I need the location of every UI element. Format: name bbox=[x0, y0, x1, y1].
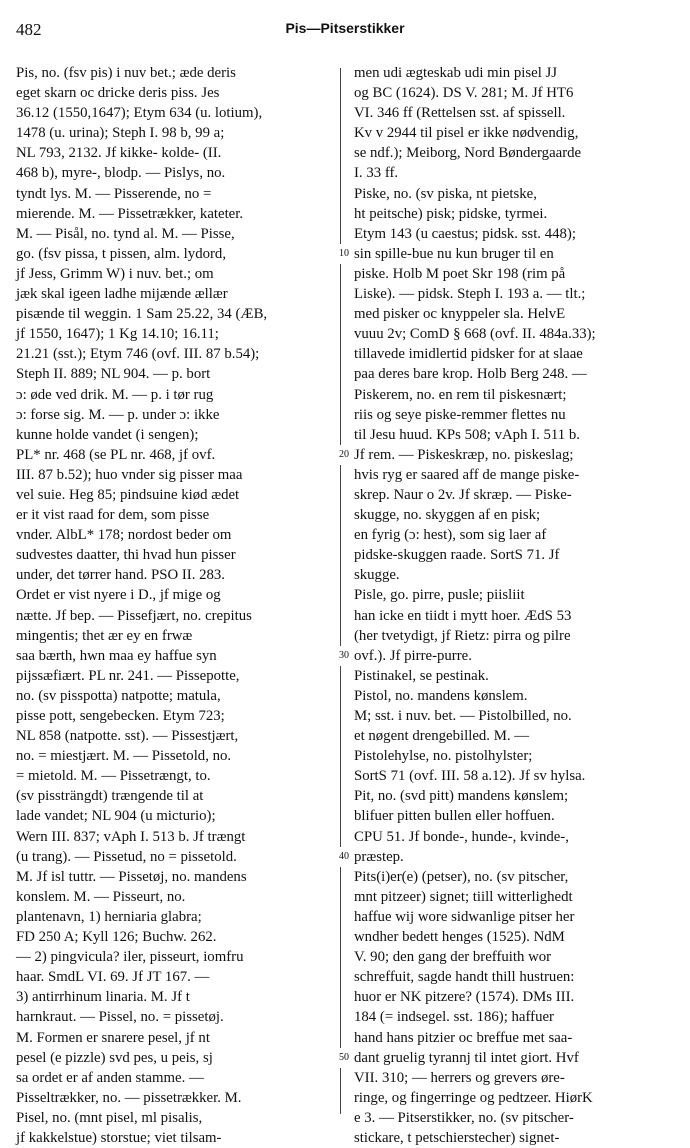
text-line: 21.21 (sst.); Etym 746 (ovf. III. 87 b.54); bbox=[16, 346, 260, 363]
text-line: SortS 71 (ovf. III. 58 a.12). Jf sv hylsa. bbox=[354, 768, 586, 785]
text-line: pesel (e pizzle) svd pes, u peis, sj bbox=[16, 1049, 213, 1066]
text-line: V. 90; den gang der breffuith wor bbox=[354, 949, 552, 966]
text-line: wndher bedett henges (1525). NdM bbox=[354, 929, 565, 946]
text-line: M. Jf isl tuttr. — Pissetøj, no. mandens bbox=[16, 868, 247, 885]
text-line: men udi ægteskab udi min pisel JJ bbox=[354, 65, 558, 81]
text-line: piske. Holb M poet Skr 198 (rim på bbox=[354, 265, 566, 282]
text-line: Pistolehylse, no. pistolhylster; bbox=[354, 748, 533, 765]
text-line: = mietold. M. — Pissetrængt, to. bbox=[16, 768, 211, 785]
text-line: Pisseltrækker, no. — pissetrækker. M. bbox=[16, 1089, 242, 1106]
text-line: sudvestes daatter, thi hvad hun pisser bbox=[16, 547, 236, 564]
right-column bbox=[354, 63, 676, 1148]
text-line: mierende. M. — Pissetrækker, kateter. bbox=[16, 205, 244, 222]
text-line: eget skarn oc dricke deris piss. Jes bbox=[16, 85, 220, 102]
text-line: og BC (1624). DS V. 281; M. Jf HT6 bbox=[354, 85, 574, 102]
text-line: riis og seye piske-remmer flettes nu bbox=[354, 406, 566, 423]
text-line: Ordet er vist nyere i D., jf mige og bbox=[16, 587, 221, 604]
text-line: dant gruelig tyrannj til intet giort. Hvf bbox=[354, 1049, 579, 1066]
text-line: blifuer pitten bullen eller hoffuen. bbox=[354, 808, 555, 825]
text-line: skugge, no. skyggen af en pisk; bbox=[354, 507, 541, 524]
text-line: Pisle, go. pirre, pusle; piisliit bbox=[354, 587, 525, 604]
text-line: vnder. AlbL* 178; nordost beder om bbox=[16, 527, 232, 544]
text-line: harnkraut. — Pissel, no. = pissetøj. bbox=[16, 1009, 224, 1026]
column-divider bbox=[340, 68, 341, 1114]
text-line: 184 (= indsegel. sst. 186); haffuer bbox=[354, 1009, 554, 1026]
text-line: 3) antirrhinum linaria. M. Jf t bbox=[16, 989, 190, 1006]
text-line: nætte. Jf bep. — Pissefjært, no. crepitus bbox=[16, 607, 252, 624]
text-line: ɔ: forse sig. M. — p. under ɔ: ikke bbox=[16, 406, 220, 423]
text-line: 36.12 (1550,1647); Etym 634 (u. lotium), bbox=[16, 105, 263, 122]
text-line: haffue wij wore sidwanlige pitser her bbox=[354, 908, 575, 925]
text-line: e 3. — Pitserstikker, no. (sv pitscher- bbox=[354, 1109, 574, 1126]
text-line: pisænde til weggin. 1 Sam 25.22, 34 (ÆB, bbox=[16, 306, 268, 323]
left-column bbox=[16, 63, 328, 1148]
text-line: med pisker oc knyppeler sla. HelvE bbox=[354, 306, 566, 323]
text-line: stickare, t petschierstecher) signet- bbox=[354, 1129, 560, 1146]
text-line: ovf.). Jf pirre-purre. bbox=[354, 647, 472, 664]
text-line: NL 793, 2132. Jf kikke- kolde- (II. bbox=[16, 145, 222, 162]
text-line: M. — Pisål, no. tynd al. M. — Pisse, bbox=[16, 225, 235, 242]
text-line: Piske, no. (sv piska, nt pietske, bbox=[354, 185, 537, 202]
text-line: Pits(i)er(e) (petser), no. (sv pitscher, bbox=[354, 868, 569, 885]
text-line: jf Jess, Grimm W) i nuv. bet.; om bbox=[16, 265, 214, 282]
text-line: pidske-skuggen raade. SortS 71. Jf bbox=[354, 547, 560, 564]
text-line: tyndt lys. M. — Pisserende, no = bbox=[16, 185, 212, 202]
text-line: VII. 310; — herrers og grevers øre- bbox=[354, 1069, 565, 1086]
text-line: skugge. bbox=[354, 567, 400, 584]
text-line: Pistol, no. mandens kønslem. bbox=[354, 687, 528, 704]
text-line: lade vandet; NL 904 (u micturio); bbox=[16, 808, 216, 825]
text-line: tillavede imidlertid pidsker for at slaae bbox=[354, 346, 583, 363]
text-line: (sv pissträngdt) trængende til at bbox=[16, 788, 204, 805]
running-head: Pis—Pitserstikker bbox=[285, 20, 405, 36]
text-line: paa deres bare krop. Holb Berg 248. — bbox=[354, 366, 587, 383]
text-line: se ndf.); Meiborg, Nord Bøndergaarde bbox=[354, 145, 582, 162]
line-number: 40 bbox=[339, 847, 350, 867]
text-line: et nøgent drengebilled. M. — bbox=[354, 728, 530, 745]
text-line: pijssæfiært. PL nr. 241. — Pissepotte, bbox=[16, 667, 240, 684]
text-line: CPU 51. Jf bonde-, hunde-, kvinde-, bbox=[354, 828, 569, 845]
text-line: Pisel, no. (mnt pisel, ml pisalis, bbox=[16, 1109, 203, 1126]
line-number: 10 bbox=[339, 244, 350, 264]
text-line: pisse pott, sengebecken. Etym 723; bbox=[16, 708, 225, 724]
text-line: schreffuit, sagde handt thill hustruen: bbox=[354, 969, 575, 986]
text-line: under, det tørrer hand. PSO II. 283. bbox=[16, 567, 225, 584]
text-line: Liske). — pidsk. Steph I. 193 a. — tlt.; bbox=[354, 286, 586, 303]
text-line: jæk skal igeen ladhe mijænde ællær bbox=[16, 286, 228, 303]
text-line: præstep. bbox=[354, 848, 404, 865]
text-line: haar. SmdL VI. 69. Jf JT 167. — bbox=[16, 969, 210, 986]
text-line: hvis ryg er saared aff de mange piske- bbox=[354, 466, 580, 483]
text-line: 468 b), myre-, blodp. — Pislys, no. bbox=[16, 165, 226, 182]
text-line: sa ordet er af anden stamme. — bbox=[16, 1069, 204, 1086]
text-line: kunne holde vandet (i sengen); bbox=[16, 426, 199, 443]
text-line: M. Formen er snarere pesel, jf nt bbox=[16, 1029, 210, 1046]
text-line: 1478 (u. urina); Steph I. 98 b, 99 a; bbox=[16, 125, 225, 142]
text-line: ɔ: øde ved drik. M. — p. i tør rug bbox=[16, 386, 214, 403]
text-line: plantenavn, 1) herniaria glabra; bbox=[16, 908, 202, 925]
line-number: 30 bbox=[339, 646, 350, 666]
text-line: (her tvetydigt, jf Rietz: pirra og pilre bbox=[354, 627, 571, 644]
text-line: skrep. Naur o 2v. Jf skræp. — Piske- bbox=[354, 486, 572, 503]
text-line: VI. 346 ff (Rettelsen sst. af spissell. bbox=[354, 105, 566, 122]
text-line: jf kakkelstue) storstue; viet tilsam- bbox=[16, 1129, 222, 1146]
text-line: mnt pitzeer) signet; tiill witterlighedt bbox=[354, 888, 573, 905]
text-line: no. (sv pisspotta) natpotte; matula, bbox=[16, 687, 221, 704]
text-line: I. 33 ff. bbox=[354, 165, 399, 182]
text-line: ringe, og fingerringe og pedtzeer. HiørK bbox=[354, 1089, 593, 1106]
text-line: NL 858 (natpotte. sst). — Pissestjært, bbox=[16, 728, 239, 745]
page-number: 482 bbox=[16, 20, 42, 39]
text-line: M; sst. i nuv. bet. — Pistolbilled, no. bbox=[354, 708, 572, 724]
text-line: Piskerem, no. en rem til piskesnært; bbox=[354, 386, 567, 403]
text-line: Wern III. 837; vAph I. 513 b. Jf trængt bbox=[16, 828, 246, 845]
text-line: (u trang). — Pissetud, no = pissetold. bbox=[16, 848, 237, 865]
text-line: Etym 143 (u caestus; pidsk. sst. 448); bbox=[354, 225, 576, 242]
text-line: go. (fsv pissa, t pissen, alm. lydord, bbox=[16, 245, 227, 262]
text-line: konslem. M. — Pisseurt, no. bbox=[16, 888, 186, 905]
text-line: mingentis; thet ær ey en frwæ bbox=[16, 627, 193, 644]
text-line: sin spille-bue nu kun bruger til en bbox=[354, 245, 554, 262]
text-line: III. 87 b.52); huo vnder sig pisser maa bbox=[16, 466, 243, 483]
text-line: jf 1550, 1647); 1 Kg 14.10; 16.11; bbox=[16, 326, 219, 343]
text-line: PL* nr. 468 (se PL nr. 468, jf ovf. bbox=[16, 446, 216, 463]
text-line: ht peitsche) pisk; pidske, tyrmei. bbox=[354, 205, 548, 222]
line-number: 50 bbox=[339, 1048, 350, 1068]
text-line: Steph II. 889; NL 904. — p. bort bbox=[16, 366, 211, 383]
text-line: hand hans pitzier oc breffue met saa- bbox=[354, 1029, 573, 1046]
text-line: saa bærth, hwn maa ey haffue syn bbox=[16, 647, 217, 664]
text-line: vel suie. Heg 85; pindsuine kiød ædet bbox=[16, 486, 240, 503]
text-line: Pis, no. (fsv pis) i nuv bet.; æde deris bbox=[16, 65, 236, 81]
text-line: — 2) pingvicula? iler, pisseurt, iomfru bbox=[16, 949, 244, 966]
text-line: FD 250 A; Kyll 126; Buchw. 262. bbox=[16, 929, 217, 946]
text-line: huor er NK pitzere? (1574). DMs III. bbox=[354, 989, 575, 1006]
text-line: er it vist raad for dem, som pisse bbox=[16, 507, 210, 524]
text-line: Jf rem. — Piskeskræp, no. piskeslag; bbox=[354, 446, 574, 463]
text-line: Pistinakel, se pestinak. bbox=[354, 667, 489, 684]
text-line: han icke en tiidt i mytt hoer. ÆdS 53 bbox=[354, 607, 572, 624]
text-line: vuuu 2v; ComD § 668 (ovf. II. 484a.33); bbox=[354, 326, 596, 343]
line-number: 20 bbox=[339, 445, 350, 465]
text-line: en fyrig (ɔ: hest), som sig laer af bbox=[354, 527, 547, 544]
text-line: til Jesu huud. KPs 508; vAph I. 511 b. bbox=[354, 426, 580, 443]
text-line: Kv v 2944 til pisel er ikke nødvendig, bbox=[354, 125, 579, 142]
text-line: Pit, no. (svd pitt) mandens kønslem; bbox=[354, 788, 569, 805]
text-line: no. = miestjært. M. — Pissetold, no. bbox=[16, 748, 232, 765]
